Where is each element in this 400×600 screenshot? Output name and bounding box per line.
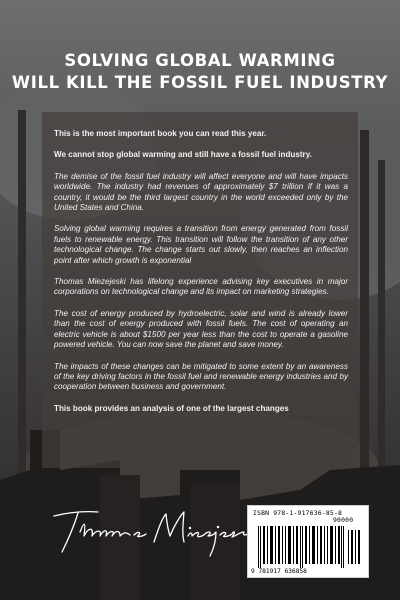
barcode-bars: [252, 516, 364, 568]
blurb-paragraph: This is the most important book you can read this year.: [54, 129, 267, 138]
isbn-label: ISBN 978-1-917636-85-8 90000: [253, 509, 354, 524]
title-line: WILL KILL THE FOSSIL FUEL INDUSTRY: [11, 73, 389, 92]
smokestack: [360, 130, 369, 510]
smokestack: [18, 110, 26, 510]
blurb-paragraph: This book provides an analysis of one of the largest changes: [54, 403, 289, 413]
blurb-paragraph: We cannot stop global warming and still have a fossil fuel industry.: [54, 150, 312, 160]
blurb-paragraph: The impacts of these changes can be mitigated to some extent by an awareness of the key driving factors in the fossil fuel and renewable energy industries and by cooperation between business and government.: [54, 361, 348, 392]
ean-digits: 9 781917 636858: [251, 568, 307, 575]
blurb-paragraph: The demise of the fossil fuel industry will affect everyone and will have impacts worldwide. The industry had revenues of approximately $7 trillion If it was a country, it would be the third largest country in the world exceeded only by the United States and China.: [54, 171, 348, 213]
back-cover-title: [0, 50, 400, 94]
blurb-paragraph: Thomas Miezejeski has lifelong experience advising key executives in major corporations on technological change and its impact on marketing strategies.: [54, 277, 348, 297]
blurb-paragraph: Solving global warming requires a transition from energy generated from fossil fuels to renewable energy. This transition will follow the transition of any other technological change. The change starts out slowly, then reaches an inflection point after which growth is exponential: [54, 224, 348, 265]
smokestack: [378, 160, 385, 510]
blurb-paragraph: The cost of energy produced by hydroelectric, solar and wind is already lower than the cost of energy produced with fossil fuels. The cost of operating an electric vehicle is about $1500 per year less than the cost to operate a gasoline powered vehicle. You can now save the planet and save money.: [54, 308, 348, 350]
title-line: SOLVING GLOBAL WARMING: [64, 51, 336, 70]
blurb-text: [54, 129, 348, 425]
price-code: 90000: [333, 516, 354, 524]
isbn-barcode: [247, 505, 369, 578]
